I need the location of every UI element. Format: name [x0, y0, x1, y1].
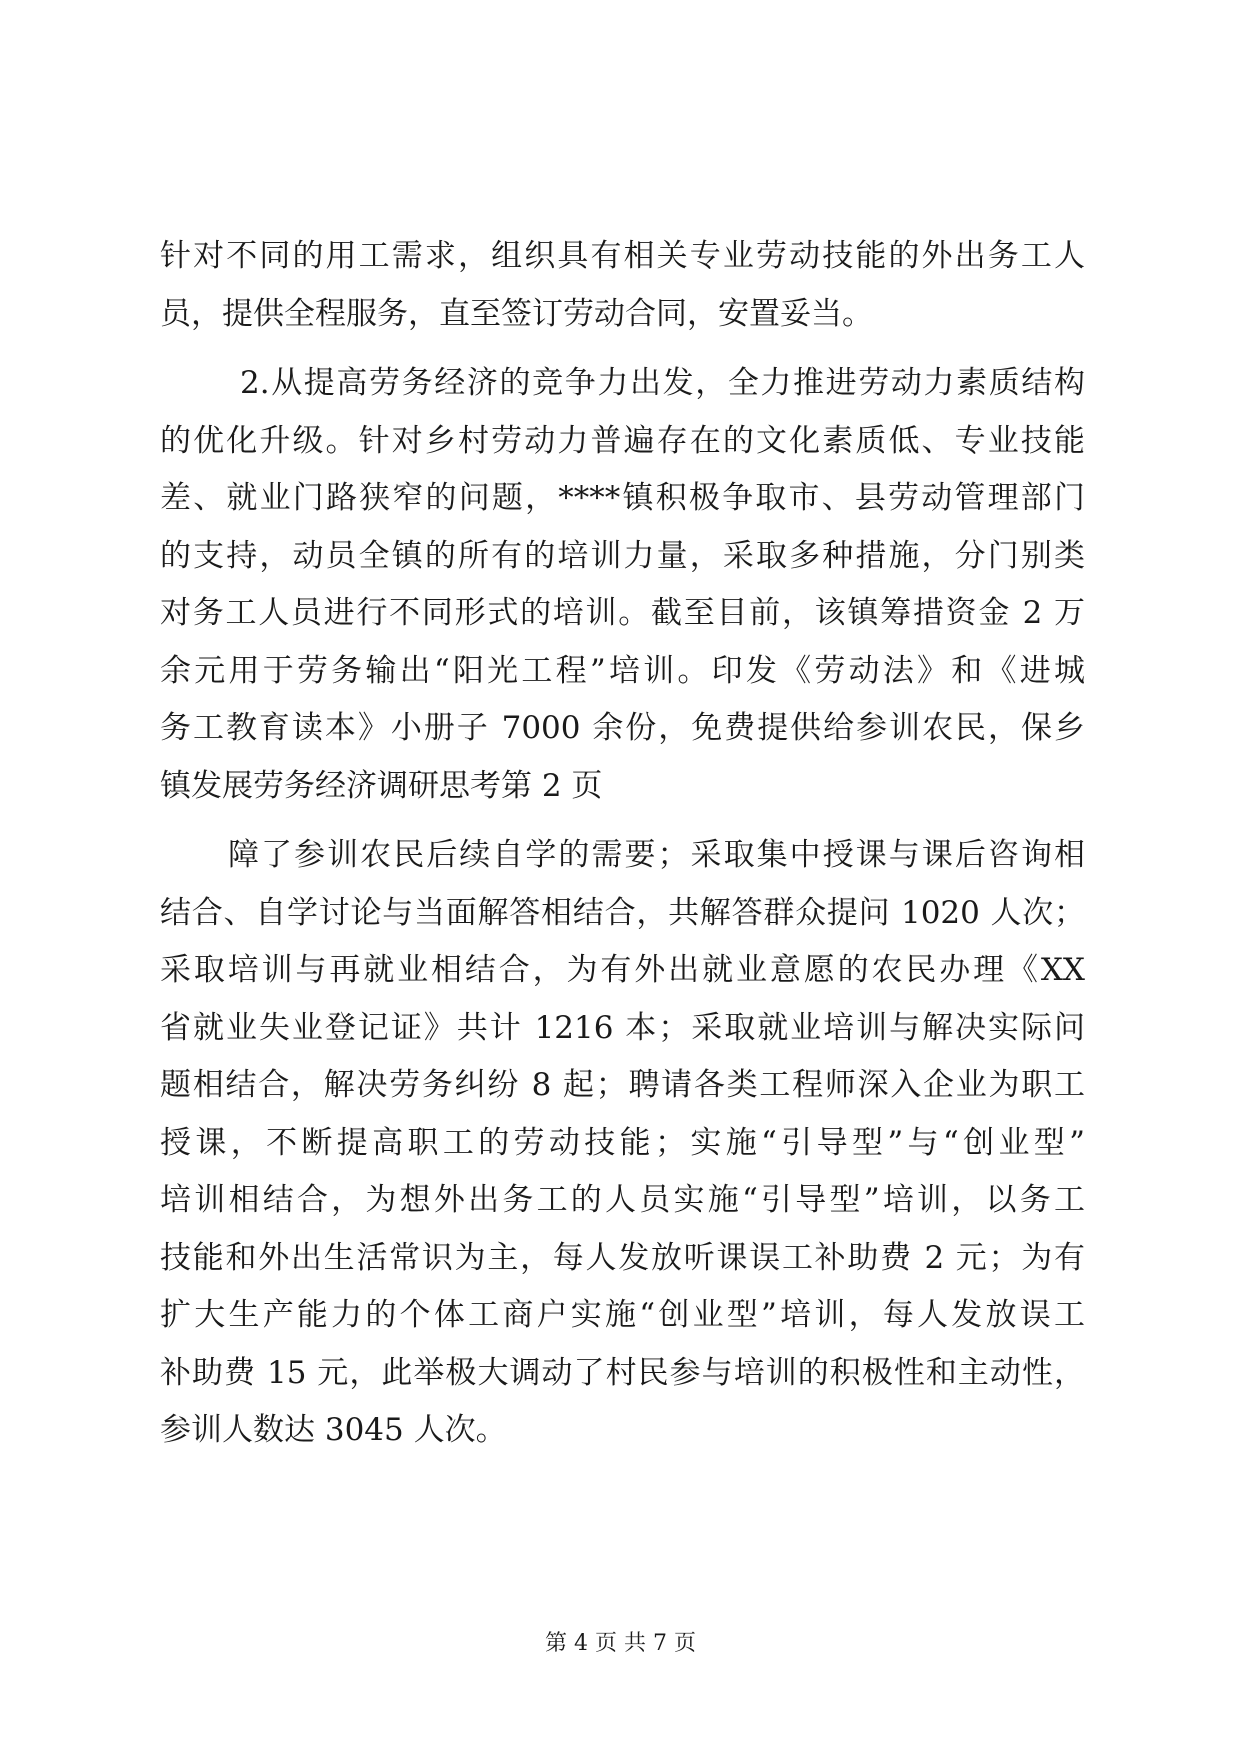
text-line: 扩大生产能力的个体工商户实施“创业型”培训，每人发放误工	[160, 1297, 1085, 1333]
text-line: 参训人数达 3045 人次。	[160, 1412, 507, 1448]
text-line: 采取培训与再就业相结合，为有外出就业意愿的农民办理《XX	[160, 952, 1085, 988]
text-line: 授课，不断提高职工的劳动技能；实施“引导型”与“创业型”	[160, 1124, 1085, 1161]
text-line: 省就业失业登记证》共计 1216 本；采取就业培训与解决实际问	[160, 1009, 1085, 1046]
text-line: 2.从提高劳务经济的竞争力出发，全力推进劳动力素质结构	[240, 365, 1085, 401]
text-line: 技能和外出生活常识为主，每人发放听课误工补助费 2 元；为有	[160, 1239, 1085, 1276]
page-footer: 第 4 页 共 7 页	[545, 1631, 696, 1656]
text-line: 的支持，动员全镇的所有的培训力量，采取多种措施，分门别类	[160, 537, 1085, 574]
text-line: 题相结合，解决劳务纠纷 8 起；聘请各类工程师深入企业为职工	[160, 1067, 1085, 1103]
text-line: 补助费 15 元，此举极大调动了村民参与培训的积极性和主动性，	[160, 1354, 1085, 1391]
text-line: 镇发展劳务经济调研思考第 2 页	[160, 767, 603, 804]
text-line: 针对不同的用工需求，组织具有相关专业劳动技能的外出务工人	[160, 238, 1085, 274]
paragraph-2	[160, 355, 1085, 815]
text-line: 余元用于劳务输出“阳光工程”培训。印发《劳动法》和《进城	[160, 652, 1085, 689]
text-line: 结合、自学讨论与当面解答相结合，共解答群众提问 1020 人次；	[160, 894, 1085, 931]
text-line: 务工教育读本》小册子 7000 余份，免费提供给参训农民，保乡	[160, 710, 1085, 746]
text-line: 障了参训农民后续自学的需要；采取集中授课与课后咨询相	[228, 837, 1085, 873]
paragraph-1	[160, 228, 1085, 343]
text-line: 培训相结合，为想外出务工的人员实施“引导型”培训，以务工	[160, 1182, 1085, 1218]
text-line: 的优化升级。针对乡村劳动力普遍存在的文化素质低、专业技能	[160, 422, 1085, 459]
paragraph-3	[160, 827, 1085, 1460]
text-line: 差、就业门路狭窄的问题，****镇积极争取市、县劳动管理部门	[160, 480, 1085, 516]
text-line: 员，提供全程服务，直至签订劳动合同，安置妥当。	[160, 295, 873, 332]
document-body	[160, 228, 1085, 1460]
text-line: 对务工人员进行不同形式的培训。截至目前，该镇筹措资金 2 万	[160, 595, 1085, 631]
